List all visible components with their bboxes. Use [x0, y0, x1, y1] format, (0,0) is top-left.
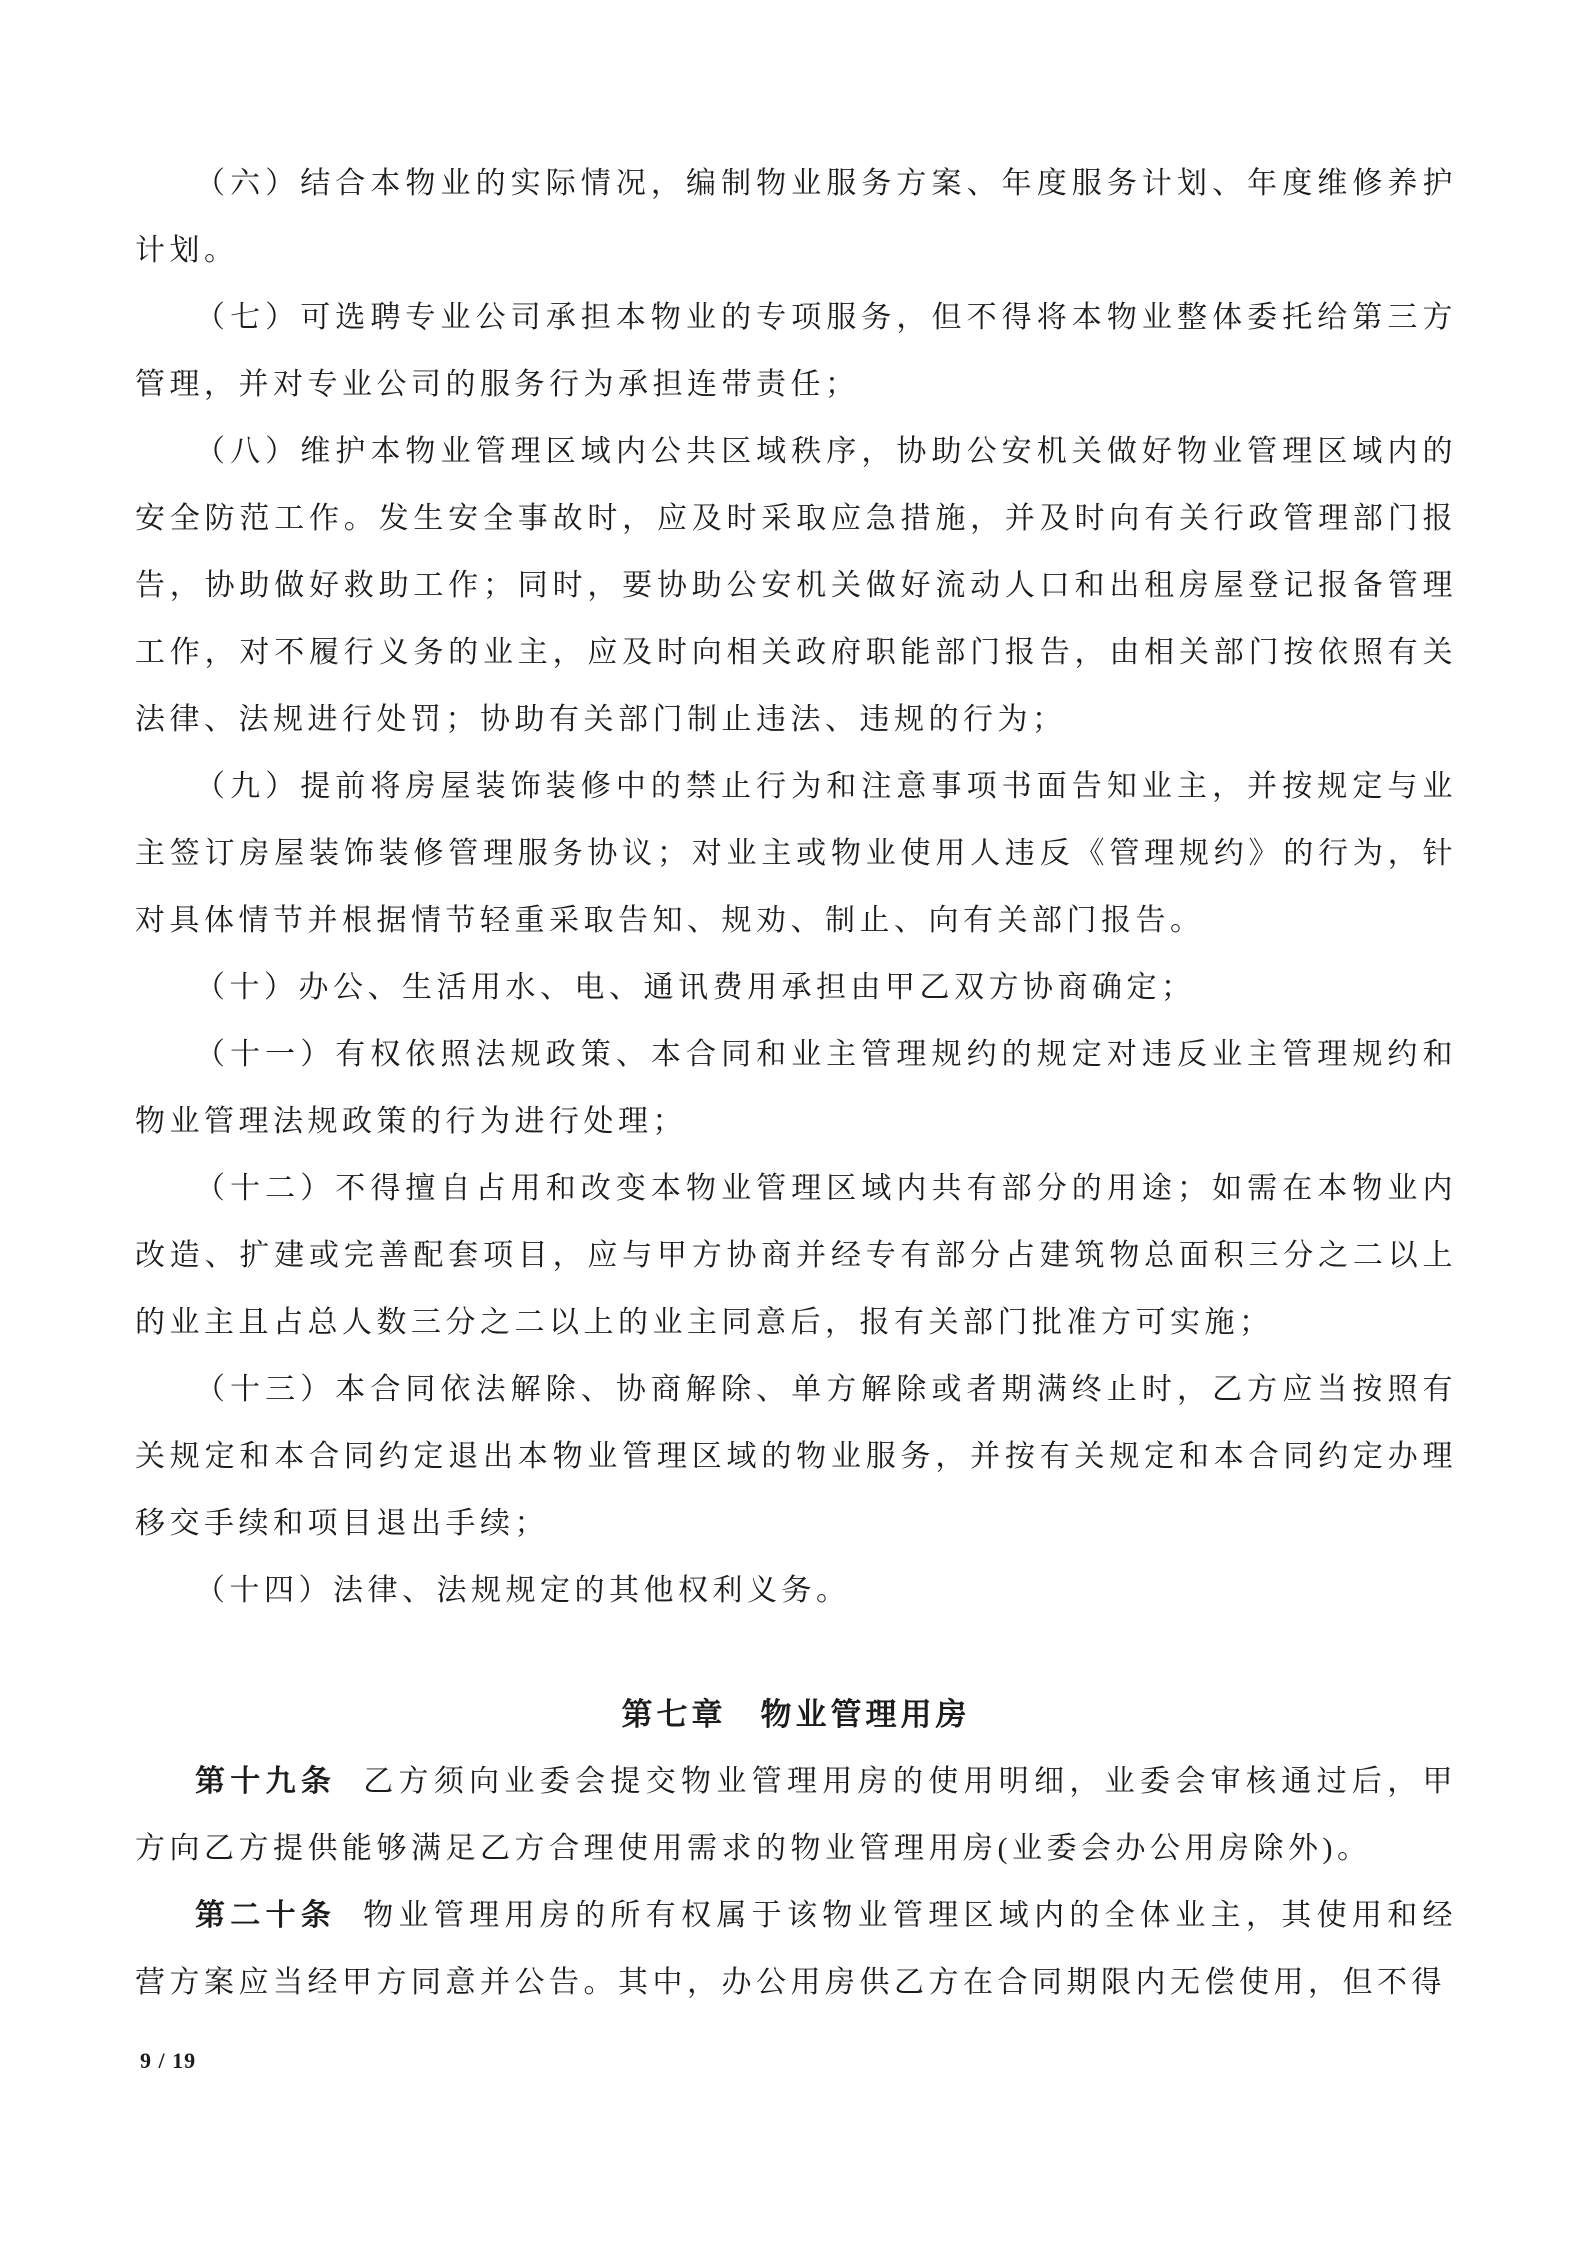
- article-paragraph: [135, 1882, 1457, 2016]
- page-number: 9 / 19: [140, 2048, 197, 2073]
- article-number: 第二十条: [195, 1899, 337, 1932]
- clause-paragraph: （十四）法律、法规规定的其他权利义务。: [195, 1574, 851, 1607]
- article-text: 物业管理用房的所有权属于该物业管理区域内的全体业主，其使用和经营方案应当经甲方同意并公告。其中，办公用房供乙方在合同期限内无偿使用，但不得: [135, 1899, 1458, 1999]
- clause-paragraph: （九）提前将房屋装饰装修中的禁止行为和注意事项书面告知业主，并按规定与业主签订房屋装饰装修管理服务协议；对业主或物业使用人违反《管理规约》的行为，针对具体情节并根据情节轻重采取告知、规劝、制止、向有关部门报告。: [135, 770, 1457, 937]
- clause-paragraph: （十三）本合同依法解除、协商解除、单方解除或者期满终止时，乙方应当按照有关规定和本合同约定退出本物业管理区域的物业服务，并按有关规定和本合同约定办理移交手续和项目退出手续；: [135, 1373, 1457, 1540]
- article-number: 第十九条: [195, 1765, 337, 1798]
- clause-paragraph: （六）结合本物业的实际情况，编制物业服务方案、年度服务计划、年度维修养护计划。: [135, 167, 1457, 267]
- clause-paragraph: （七）可选聘专业公司承担本物业的专项服务，但不得将本物业整体委托给第三方管理，并对专业公司的服务行为承担连带责任；: [135, 301, 1457, 401]
- clause-paragraph: （十一）有权依照法规政策、本合同和业主管理规约的规定对违反业主管理规约和物业管理法规政策的行为进行处理；: [135, 1038, 1457, 1138]
- article-text: 乙方须向业委会提交物业管理用房的使用明细，业委会审核通过后，甲方向乙方提供能够满足乙方合理使用需求的物业管理用房(业委会办公用房除外)。: [135, 1765, 1458, 1865]
- chapter-title: 物业管理用房: [760, 1697, 971, 1732]
- clause-paragraph: （十二）不得擅自占用和改变本物业管理区域内共有部分的用途；如需在本物业内改造、扩建或完善配套项目，应与甲方协商并经专有部分占建筑物总面积三分之二以上的业主且占总人数三分之二以上的业主同意后，报有关部门批准方可实施；: [135, 1172, 1457, 1339]
- article-paragraph: [135, 1748, 1457, 1882]
- clause-paragraph: （十）办公、生活用水、电、通讯费用承担由甲乙双方协商确定；: [195, 971, 1196, 1004]
- document-body: [135, 150, 1457, 2016]
- chapter-heading: [135, 1681, 1457, 1748]
- chapter-number: 第七章: [621, 1697, 727, 1732]
- clause-paragraph: （八）维护本物业管理区域内公共区域秩序，协助公安机关做好物业管理区域内的安全防范工作。发生安全事故时，应及时采取应急措施，并及时向有关行政管理部门报告，协助做好救助工作；同时，要协助公安机关做好流动人口和出租房屋登记报备管理工作，对不履行义务的业主，应及时向相关政府职能部门报告，由相关部门按依照有关法律、法规进行处罚；协助有关部门制止违法、违规的行为；: [135, 435, 1457, 736]
